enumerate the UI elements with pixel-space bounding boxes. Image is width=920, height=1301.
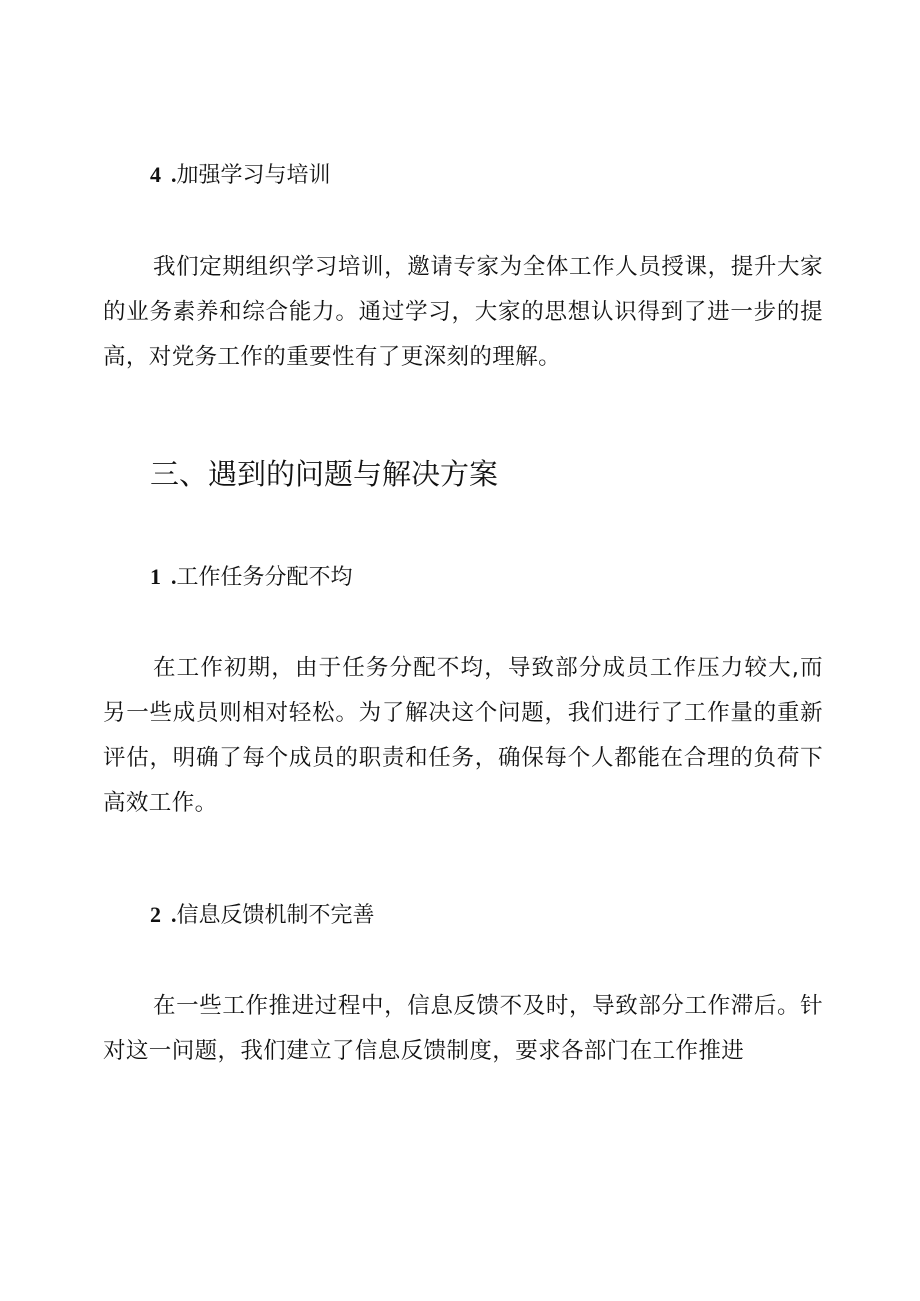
subsection-separator: . — [171, 564, 177, 589]
paragraph-feedback-mechanism: 在一些工作推进过程中，信息反馈不及时，导致部分工作滞后。针对这一问题，我们建立了信息反馈制度，要求各部门在工作推进 — [103, 993, 823, 1064]
subsection-number: 1 — [150, 564, 161, 589]
paragraph-training: 我们定期组织学习培训，邀请专家为全体工作人员授课，提升大家的业务素养和综合能力。通过学习，大家的思想认识得到了进一步的提高，对党务工作的重要性有了更深刻的理解。 — [103, 254, 823, 370]
subsection-number: 4 — [150, 162, 161, 187]
subsection-separator: . — [171, 162, 177, 187]
subsection-heading-1 — [150, 562, 353, 593]
subsection-title: 工作任务分配不均 — [176, 565, 353, 590]
paragraph-task-allocation: 在工作初期，由于任务分配不均，导致部分成员工作压力较大,而另一些成员则相对轻松。为了解决这个问题，我们进行了工作量的重新评估，明确了每个成员的职责和任务，确保每个人都能在合理的负荷下高效工作。 — [103, 655, 823, 816]
subsection-separator: . — [171, 902, 177, 927]
subsection-title: 加强学习与培训 — [176, 163, 331, 188]
subsection-heading-2 — [150, 900, 375, 931]
section-heading-3: 三、遇到的问题与解决方案 — [150, 457, 499, 491]
subsection-title: 信息反馈机制不完善 — [176, 903, 375, 928]
subsection-number: 2 — [150, 902, 161, 927]
subsection-heading-4 — [150, 160, 331, 191]
